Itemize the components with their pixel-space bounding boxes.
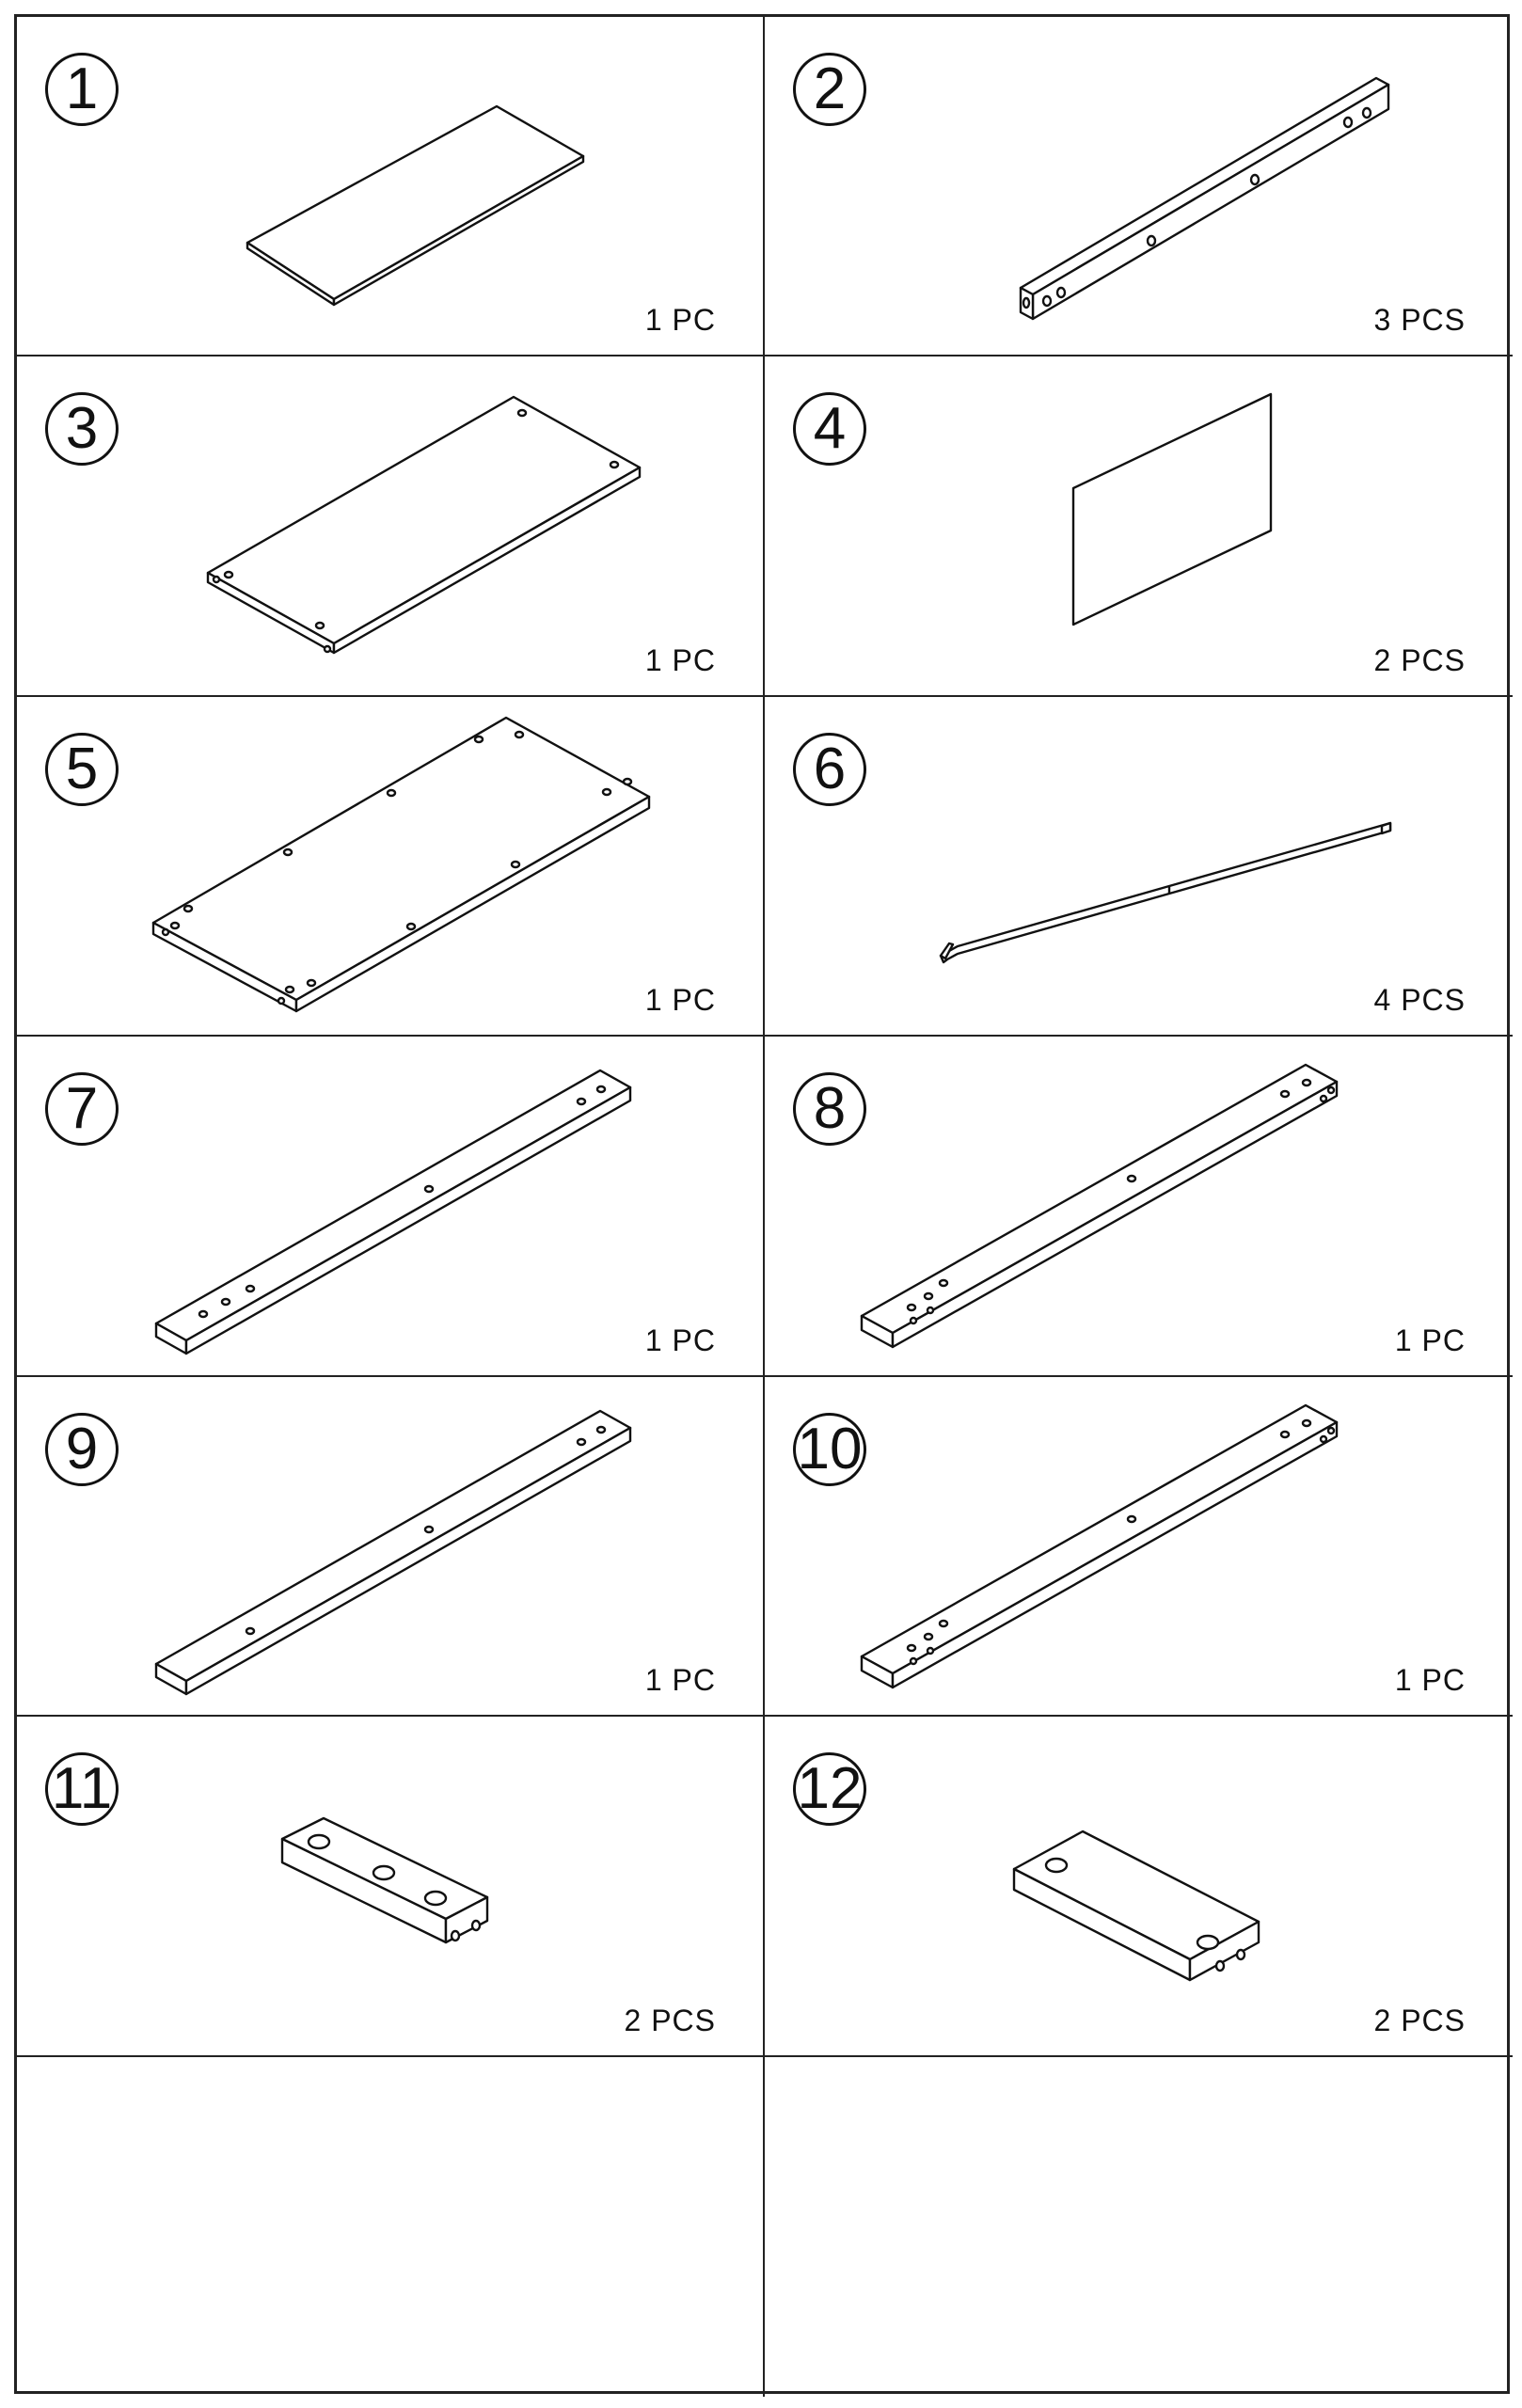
part-quantity: 1 PC [644, 1663, 716, 1698]
part-number-badge: 1 [45, 53, 119, 126]
part-number-badge: 7 [45, 1072, 119, 1146]
part-number-badge: 6 [793, 733, 866, 806]
part-quantity: 2 PCS [1373, 2003, 1466, 2037]
part-number-badge: 12 [793, 1752, 866, 1826]
part-number-badge: 10 [793, 1413, 866, 1486]
part-number-badge: 9 [45, 1413, 119, 1486]
part-cell-11 [17, 1717, 765, 2056]
part-cell-8 [765, 1037, 1513, 1376]
part-number-badge: 5 [45, 733, 119, 806]
part-number-badge: 2 [793, 53, 866, 126]
part-number-badge: 3 [45, 392, 119, 466]
part-quantity: 1 PC [644, 983, 716, 1018]
empty-cell-left [17, 2057, 765, 2397]
part-cell-7 [17, 1037, 765, 1376]
parts-grid [14, 14, 1510, 2394]
part-cell-10 [765, 1377, 1513, 1717]
part-quantity: 2 PCS [624, 2003, 716, 2037]
part-quantity: 1 PC [644, 1323, 716, 1357]
part-quantity: 1 PC [644, 303, 716, 338]
part-cell-12 [765, 1717, 1513, 2056]
part-number-badge: 11 [45, 1752, 119, 1826]
part-quantity: 3 PCS [1373, 303, 1466, 338]
empty-cell-right [765, 2057, 1513, 2397]
part-cell-3 [17, 356, 765, 696]
part-cell-4 [765, 356, 1513, 696]
part-quantity: 4 PCS [1373, 983, 1466, 1018]
part-quantity: 1 PC [644, 642, 716, 677]
part-number-badge: 8 [793, 1072, 866, 1146]
part-cell-5 [17, 697, 765, 1037]
part-cell-6 [765, 697, 1513, 1037]
part-cell-9 [17, 1377, 765, 1717]
part-number-badge: 4 [793, 392, 866, 466]
part-cell-2 [765, 17, 1513, 356]
part-quantity: 1 PC [1394, 1663, 1466, 1698]
part-quantity: 2 PCS [1373, 642, 1466, 677]
part-cell-1 [17, 17, 765, 356]
part-quantity: 1 PC [1394, 1323, 1466, 1357]
